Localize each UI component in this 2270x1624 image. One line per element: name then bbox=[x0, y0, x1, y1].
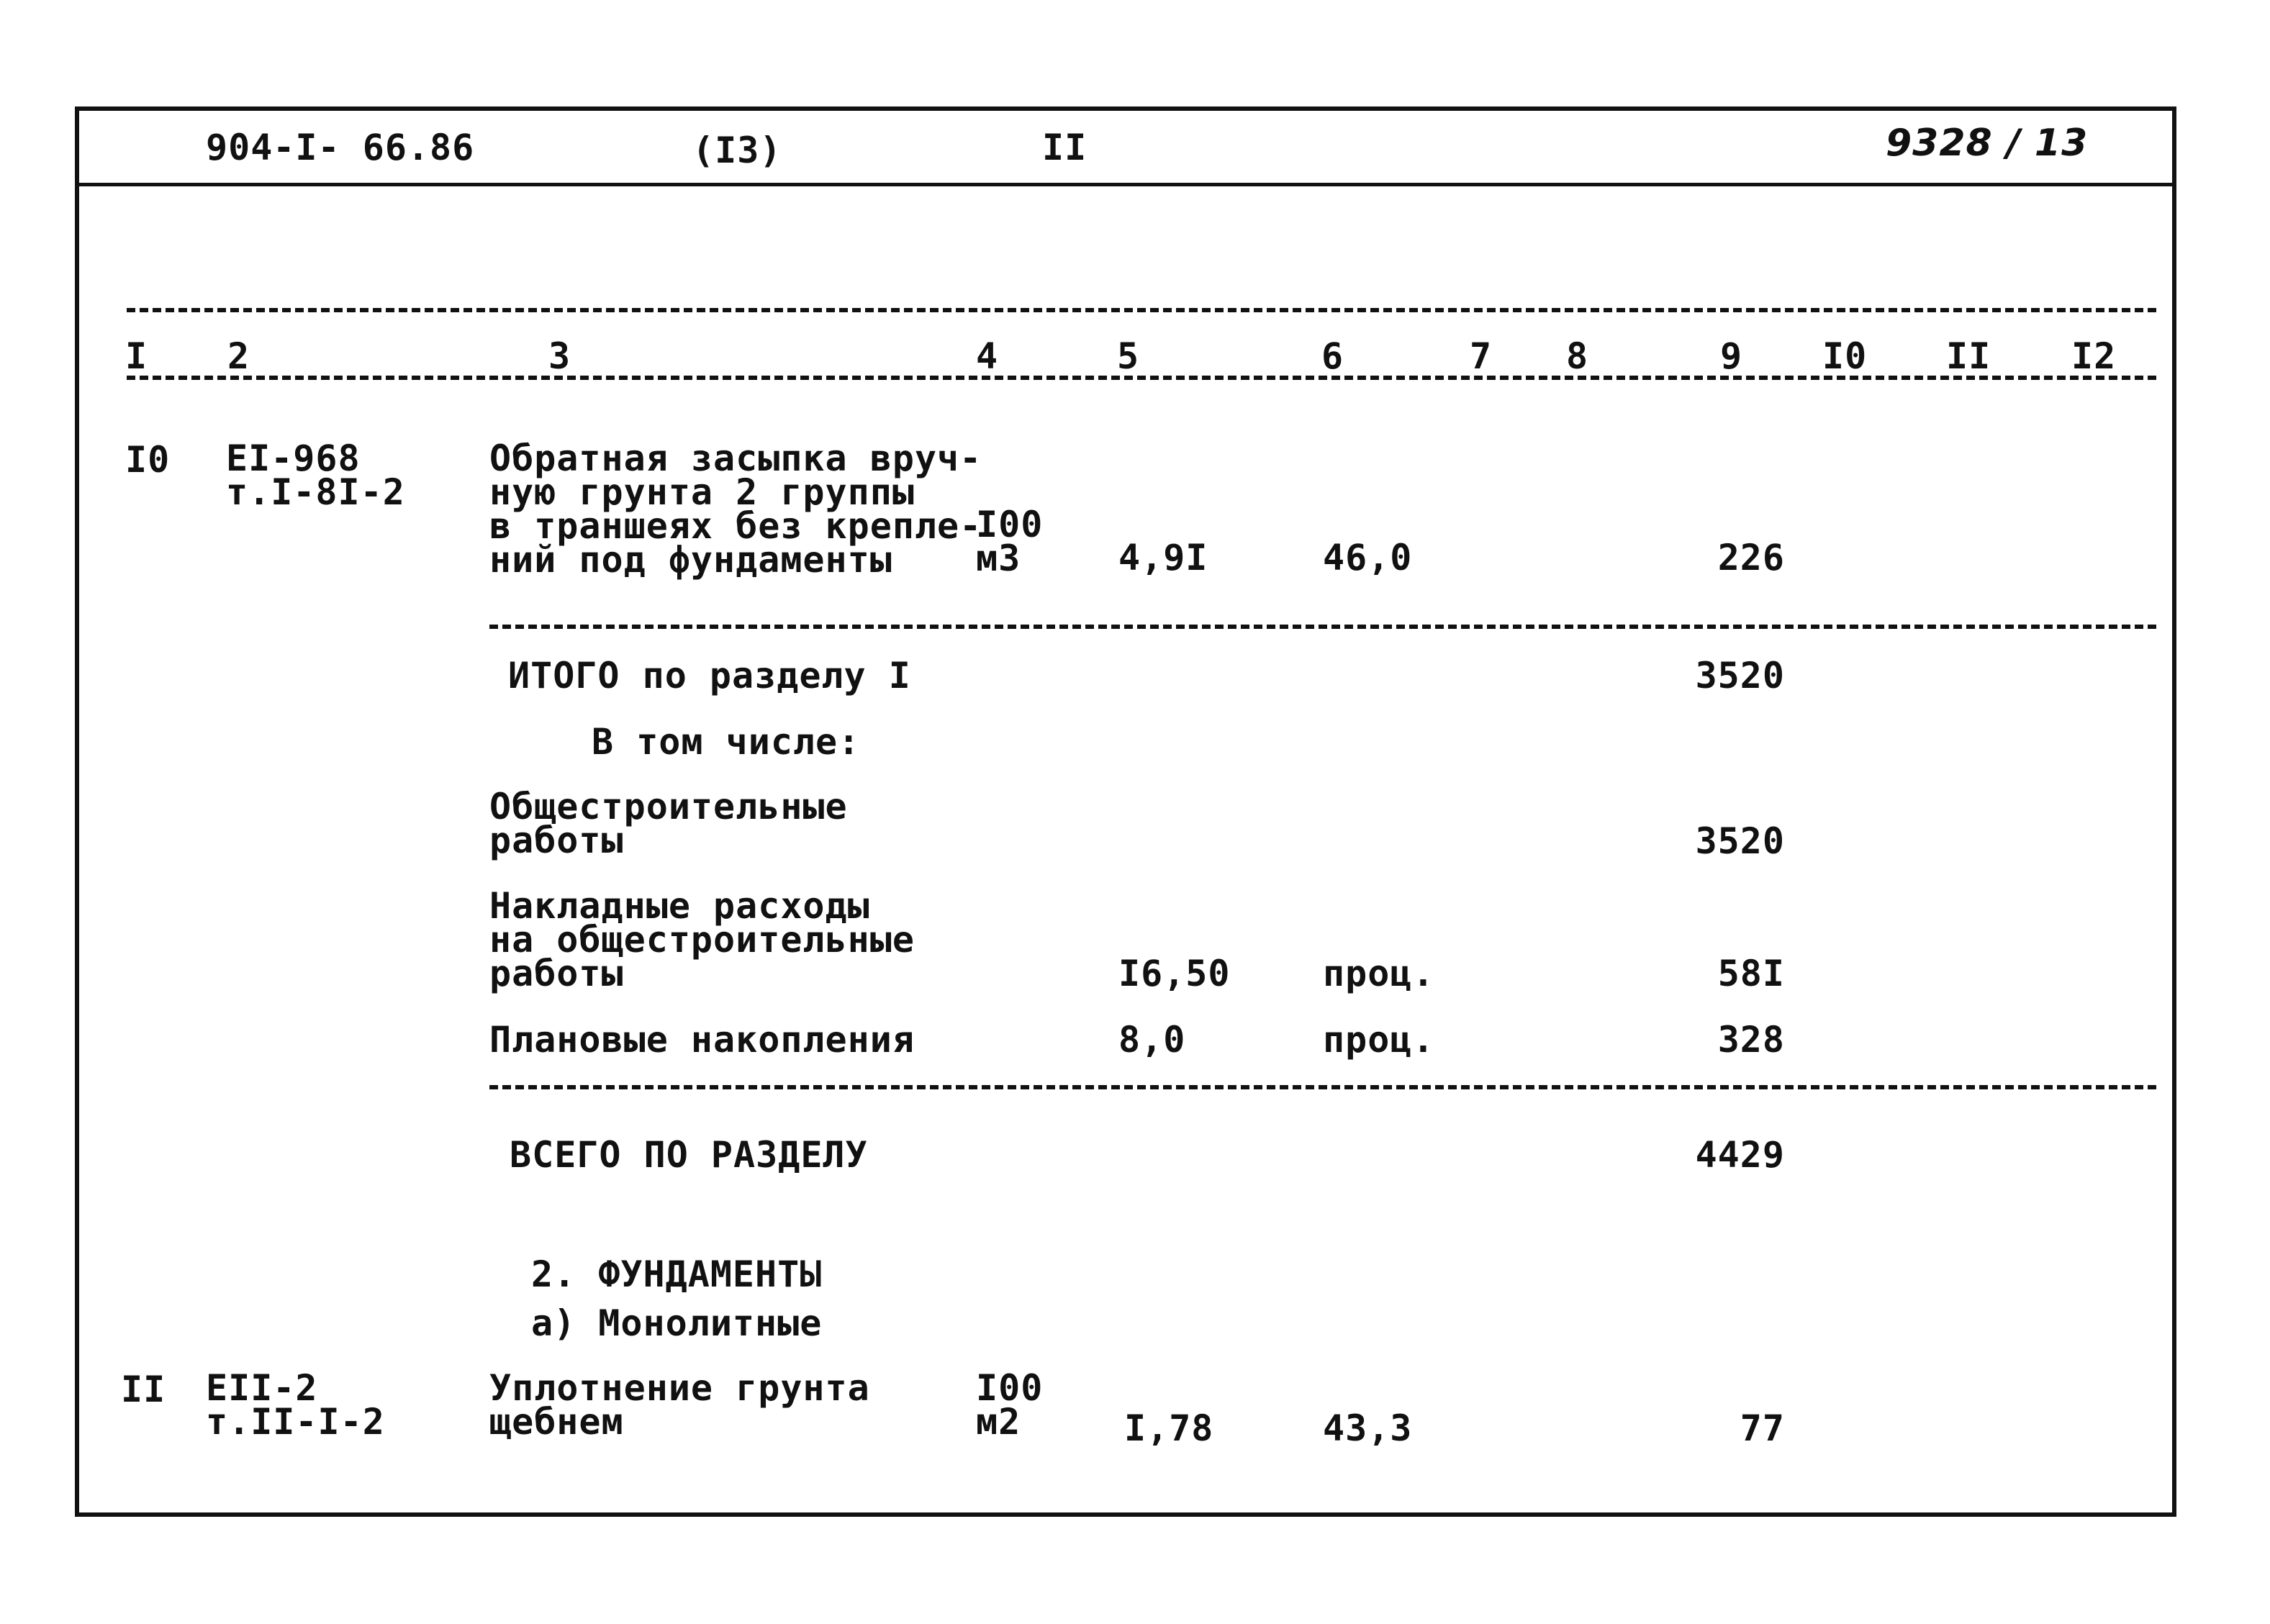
col-number-5: 5 bbox=[1117, 335, 1140, 377]
general-works-total: 3520 bbox=[1695, 820, 1785, 862]
vsego-total: 4429 bbox=[1695, 1134, 1785, 1176]
col-number-11: II bbox=[1946, 335, 1991, 377]
row-total: 226 bbox=[1717, 537, 1785, 579]
row-price: 46,0 bbox=[1323, 537, 1413, 579]
including-label: В том числе: bbox=[592, 721, 861, 763]
column-marker: II bbox=[1042, 127, 1087, 168]
general-works-label: Общестроительные работы bbox=[489, 786, 848, 861]
col-number-1: I bbox=[125, 335, 148, 377]
col-number-7: 7 bbox=[1470, 335, 1493, 377]
col-number-9: 9 bbox=[1720, 335, 1743, 377]
dashed-separator bbox=[489, 1085, 2156, 1089]
doc-code: 904-I- 66.86 bbox=[206, 127, 475, 168]
row-code: EII-2 т.II-I-2 bbox=[206, 1367, 385, 1443]
row-code: EI-968 т.I-8I-2 bbox=[226, 437, 405, 513]
row-quantity: I,78 bbox=[1124, 1407, 1214, 1449]
col-number-8: 8 bbox=[1566, 335, 1589, 377]
col-number-10: I0 bbox=[1822, 335, 1868, 377]
row-unit: I00 м2 bbox=[976, 1367, 1044, 1443]
overhead-total: 58I bbox=[1717, 953, 1785, 994]
row-number: II bbox=[121, 1369, 166, 1410]
overhead-unit: проц. bbox=[1323, 953, 1435, 994]
vsego-label: ВСЕГО ПО РАЗДЕЛУ bbox=[510, 1134, 868, 1176]
planned-unit: проц. bbox=[1323, 1019, 1435, 1061]
itogo-label: ИТОГО по разделу I bbox=[508, 655, 911, 697]
row-quantity: 4,9I bbox=[1118, 537, 1208, 579]
header-divider bbox=[75, 183, 2176, 186]
section-title: 2. ФУНДАМЕНТЫ bbox=[531, 1253, 823, 1295]
dashed-separator bbox=[127, 308, 2156, 312]
row-description: Обратная засыпка вруч- ную грунта 2 группы в траншеях без крепле- ний под фундаменты bbox=[489, 437, 982, 581]
row-price: 43,3 bbox=[1323, 1407, 1413, 1449]
row-number: I0 bbox=[125, 439, 171, 481]
section-subtitle: а) Монолитные bbox=[531, 1302, 823, 1344]
itogo-total: 3520 bbox=[1695, 655, 1785, 697]
planned-total: 328 bbox=[1717, 1019, 1785, 1061]
dashed-separator bbox=[127, 376, 2156, 380]
col-number-6: 6 bbox=[1321, 335, 1344, 377]
col-number-3: 3 bbox=[548, 335, 571, 377]
overhead-label: Накладные расходы на общестроительные работы bbox=[489, 885, 915, 994]
page-ref: (I3) bbox=[692, 130, 782, 171]
dashed-separator bbox=[489, 625, 2156, 629]
page-frame bbox=[75, 106, 2176, 1517]
col-number-4: 4 bbox=[976, 335, 999, 377]
row-description: Уплотнение грунта щебнем bbox=[489, 1367, 870, 1443]
planned-label: Плановые накопления bbox=[489, 1019, 915, 1061]
row-unit: I00 м3 bbox=[976, 504, 1044, 579]
planned-rate: 8,0 bbox=[1118, 1019, 1186, 1061]
sheet-number: 9328 / 13 bbox=[1886, 122, 2089, 165]
col-number-12: I2 bbox=[2071, 335, 2117, 377]
col-number-2: 2 bbox=[227, 335, 250, 377]
row-total: 77 bbox=[1740, 1407, 1785, 1449]
overhead-rate: I6,50 bbox=[1118, 953, 1231, 994]
